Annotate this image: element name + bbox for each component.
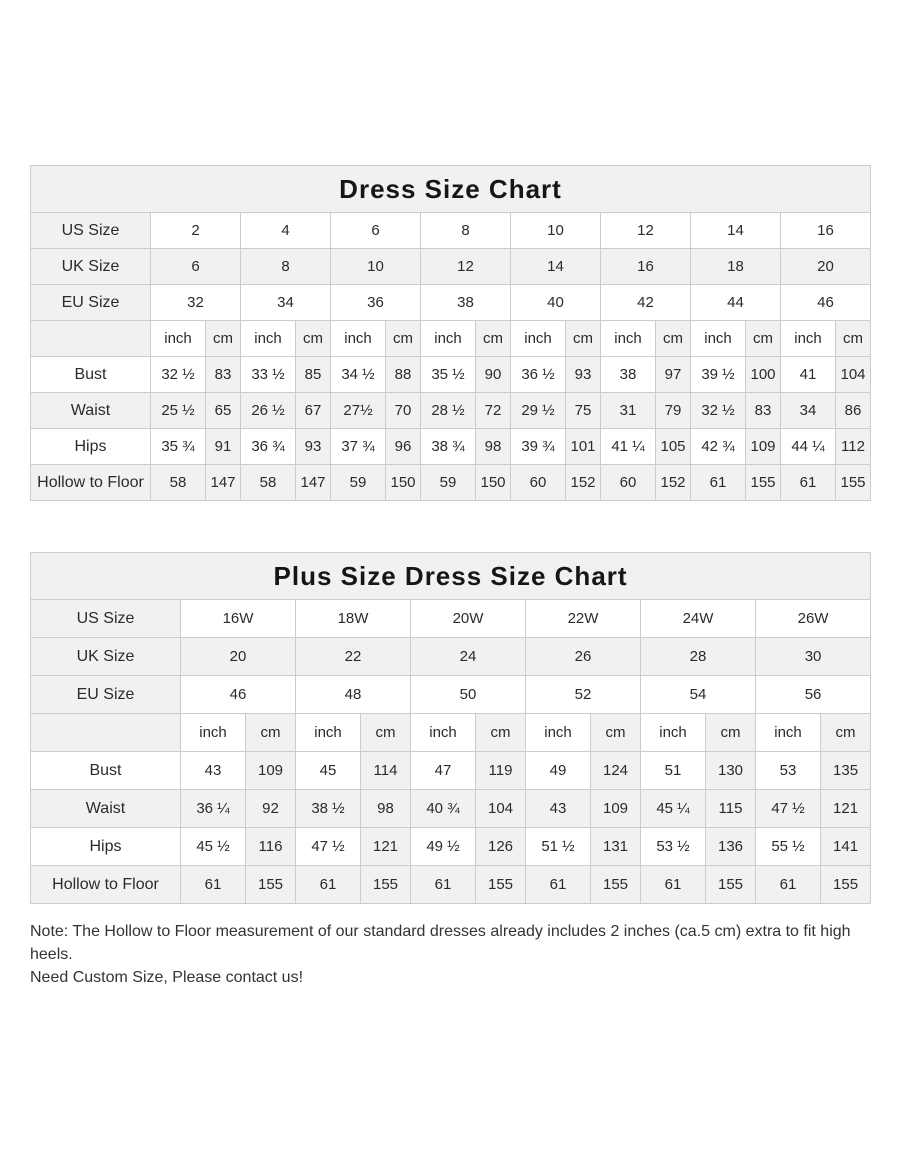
measure-inch-value: 61 [641, 866, 706, 904]
measure-inch-value: 49 [526, 752, 591, 790]
size-value: 28 [641, 638, 756, 676]
size-value: 54 [641, 676, 756, 714]
unit-inch-label: inch [411, 714, 476, 752]
unit-inch-label: inch [691, 321, 746, 357]
measure-inch-value: 45 ½ [181, 828, 246, 866]
row-label: Hollow to Floor [31, 866, 181, 904]
measure-cm-value: 79 [656, 393, 691, 429]
measure-inch-value: 45 [296, 752, 361, 790]
size-value: 48 [296, 676, 411, 714]
measure-inch-value: 61 [411, 866, 476, 904]
measure-cm-value: 67 [296, 393, 331, 429]
measure-cm-value: 147 [206, 465, 241, 501]
measure-cm-value: 155 [836, 465, 871, 501]
measure-cm-value: 155 [246, 866, 296, 904]
size-value: 10 [331, 249, 421, 285]
unit-inch-label: inch [296, 714, 361, 752]
measure-cm-value: 72 [476, 393, 511, 429]
size-value: 18 [691, 249, 781, 285]
measure-inch-value: 47 ½ [296, 828, 361, 866]
measure-cm-value: 93 [566, 357, 601, 393]
measure-cm-value: 135 [821, 752, 871, 790]
measure-inch-value: 40 ¾ [411, 790, 476, 828]
measure-inch-value: 36 ¾ [241, 429, 296, 465]
size-value: 34 [241, 285, 331, 321]
measure-cm-value: 104 [836, 357, 871, 393]
measure-cm-value: 101 [566, 429, 601, 465]
row-label: US Size [31, 600, 181, 638]
measure-inch-value: 61 [181, 866, 246, 904]
measure-inch-value: 27½ [331, 393, 386, 429]
row-label: Bust [31, 357, 151, 393]
measure-cm-value: 155 [476, 866, 526, 904]
row-label: US Size [31, 213, 151, 249]
measure-cm-value: 115 [706, 790, 756, 828]
measure-inch-value: 41 ¼ [601, 429, 656, 465]
measure-inch-value: 31 [601, 393, 656, 429]
measure-cm-value: 85 [296, 357, 331, 393]
measure-inch-value: 33 ½ [241, 357, 296, 393]
plus-size-chart [30, 552, 870, 904]
measure-cm-value: 147 [296, 465, 331, 501]
measure-inch-value: 29 ½ [511, 393, 566, 429]
measure-inch-value: 61 [526, 866, 591, 904]
notes-section [30, 920, 864, 989]
measure-inch-value: 53 ½ [641, 828, 706, 866]
measure-inch-value: 61 [756, 866, 821, 904]
measure-inch-value: 42 ¾ [691, 429, 746, 465]
row-label: UK Size [31, 638, 181, 676]
measure-cm-value: 83 [746, 393, 781, 429]
measure-cm-value: 109 [246, 752, 296, 790]
measure-inch-value: 49 ½ [411, 828, 476, 866]
row-label: Hips [31, 828, 181, 866]
size-value: 12 [601, 213, 691, 249]
size-value: 16W [181, 600, 296, 638]
measure-inch-value: 28 ½ [421, 393, 476, 429]
unit-cm-label: cm [476, 714, 526, 752]
measure-cm-value: 96 [386, 429, 421, 465]
measure-cm-value: 152 [656, 465, 691, 501]
measure-inch-value: 51 ½ [526, 828, 591, 866]
measure-inch-value: 47 [411, 752, 476, 790]
measure-inch-value: 60 [511, 465, 566, 501]
measure-inch-value: 39 ½ [691, 357, 746, 393]
unit-inch-label: inch [511, 321, 566, 357]
measure-cm-value: 155 [361, 866, 411, 904]
size-value: 50 [411, 676, 526, 714]
standard-size-chart [30, 165, 870, 501]
measure-inch-value: 38 [601, 357, 656, 393]
measure-inch-value: 32 ½ [151, 357, 206, 393]
measure-cm-value: 124 [591, 752, 641, 790]
measure-inch-value: 35 ½ [421, 357, 476, 393]
size-value: 30 [756, 638, 871, 676]
measure-cm-value: 121 [821, 790, 871, 828]
measure-inch-value: 43 [526, 790, 591, 828]
custom-size-note: Need Custom Size, Please contact us! [30, 969, 304, 986]
unit-inch-label: inch [151, 321, 206, 357]
measure-inch-value: 55 ½ [756, 828, 821, 866]
unit-cm-label: cm [361, 714, 411, 752]
size-value: 14 [511, 249, 601, 285]
size-value: 20 [181, 638, 296, 676]
size-value: 12 [421, 249, 511, 285]
measure-inch-value: 61 [296, 866, 361, 904]
unit-cm-label: cm [836, 321, 871, 357]
measure-cm-value: 130 [706, 752, 756, 790]
size-value: 14 [691, 213, 781, 249]
measure-cm-value: 150 [386, 465, 421, 501]
size-value: 26 [526, 638, 641, 676]
size-value: 22 [296, 638, 411, 676]
measure-cm-value: 116 [246, 828, 296, 866]
size-value: 56 [756, 676, 871, 714]
size-value: 38 [421, 285, 511, 321]
size-value: 18W [296, 600, 411, 638]
row-label: EU Size [31, 676, 181, 714]
measure-cm-value: 155 [746, 465, 781, 501]
measure-cm-value: 119 [476, 752, 526, 790]
measure-cm-value: 75 [566, 393, 601, 429]
measure-cm-value: 141 [821, 828, 871, 866]
unit-cm-label: cm [706, 714, 756, 752]
measure-inch-value: 34 [781, 393, 836, 429]
size-value: 24 [411, 638, 526, 676]
size-value: 16 [601, 249, 691, 285]
measure-cm-value: 105 [656, 429, 691, 465]
measure-cm-value: 109 [591, 790, 641, 828]
size-value: 6 [331, 213, 421, 249]
size-value: 44 [691, 285, 781, 321]
unit-cm-label: cm [386, 321, 421, 357]
unit-inch-label: inch [526, 714, 591, 752]
measure-cm-value: 150 [476, 465, 511, 501]
unit-cm-label: cm [566, 321, 601, 357]
measure-cm-value: 131 [591, 828, 641, 866]
unit-inch-label: inch [331, 321, 386, 357]
unit-cm-label: cm [246, 714, 296, 752]
unit-inch-label: inch [181, 714, 246, 752]
unit-cm-label: cm [821, 714, 871, 752]
measure-inch-value: 38 ½ [296, 790, 361, 828]
table-title: Plus Size Dress Size Chart [31, 553, 871, 600]
measure-cm-value: 86 [836, 393, 871, 429]
size-value: 52 [526, 676, 641, 714]
hollow-to-floor-note: Note: The Hollow to Floor measurement of our standard dresses already includes 2 inches (ca.5 cm) extra to fit high heels. [30, 923, 851, 963]
unit-cm-label: cm [746, 321, 781, 357]
measure-inch-value: 36 ½ [511, 357, 566, 393]
row-label: Waist [31, 393, 151, 429]
measure-cm-value: 91 [206, 429, 241, 465]
size-value: 16 [781, 213, 871, 249]
row-label: UK Size [31, 249, 151, 285]
size-value: 8 [241, 249, 331, 285]
measure-inch-value: 59 [331, 465, 386, 501]
unit-inch-label: inch [241, 321, 296, 357]
size-value: 46 [181, 676, 296, 714]
measure-cm-value: 90 [476, 357, 511, 393]
unit-cm-label: cm [476, 321, 511, 357]
row-label: Hollow to Floor [31, 465, 151, 501]
size-value: 4 [241, 213, 331, 249]
row-label: Waist [31, 790, 181, 828]
unit-cm-label: cm [206, 321, 241, 357]
size-value: 6 [151, 249, 241, 285]
measure-cm-value: 109 [746, 429, 781, 465]
measure-inch-value: 45 ¼ [641, 790, 706, 828]
row-label: EU Size [31, 285, 151, 321]
size-value: 8 [421, 213, 511, 249]
measure-cm-value: 152 [566, 465, 601, 501]
measure-inch-value: 58 [151, 465, 206, 501]
row-label: Bust [31, 752, 181, 790]
measure-inch-value: 34 ½ [331, 357, 386, 393]
table-title: Dress Size Chart [31, 166, 871, 213]
size-value: 40 [511, 285, 601, 321]
unit-cm-label: cm [591, 714, 641, 752]
size-value: 46 [781, 285, 871, 321]
measure-cm-value: 100 [746, 357, 781, 393]
row-label [31, 714, 181, 752]
unit-inch-label: inch [641, 714, 706, 752]
measure-inch-value: 44 ¼ [781, 429, 836, 465]
size-value: 20 [781, 249, 871, 285]
unit-inch-label: inch [781, 321, 836, 357]
measure-cm-value: 92 [246, 790, 296, 828]
measure-inch-value: 39 ¾ [511, 429, 566, 465]
measure-inch-value: 59 [421, 465, 476, 501]
size-value: 2 [151, 213, 241, 249]
measure-cm-value: 93 [296, 429, 331, 465]
measure-inch-value: 51 [641, 752, 706, 790]
measure-cm-value: 114 [361, 752, 411, 790]
unit-cm-label: cm [656, 321, 691, 357]
measure-cm-value: 136 [706, 828, 756, 866]
size-value: 26W [756, 600, 871, 638]
measure-cm-value: 155 [706, 866, 756, 904]
measure-inch-value: 37 ¾ [331, 429, 386, 465]
measure-inch-value: 41 [781, 357, 836, 393]
measure-inch-value: 61 [781, 465, 836, 501]
row-label: Hips [31, 429, 151, 465]
size-value: 20W [411, 600, 526, 638]
measure-cm-value: 97 [656, 357, 691, 393]
size-value: 32 [151, 285, 241, 321]
measure-inch-value: 58 [241, 465, 296, 501]
measure-inch-value: 36 ¼ [181, 790, 246, 828]
measure-cm-value: 121 [361, 828, 411, 866]
size-value: 42 [601, 285, 691, 321]
unit-inch-label: inch [601, 321, 656, 357]
measure-inch-value: 61 [691, 465, 746, 501]
unit-cm-label: cm [296, 321, 331, 357]
size-value: 10 [511, 213, 601, 249]
measure-inch-value: 38 ¾ [421, 429, 476, 465]
measure-inch-value: 47 ½ [756, 790, 821, 828]
measure-inch-value: 25 ½ [151, 393, 206, 429]
measure-inch-value: 35 ¾ [151, 429, 206, 465]
measure-cm-value: 112 [836, 429, 871, 465]
plus-size-table [30, 552, 871, 904]
measure-cm-value: 65 [206, 393, 241, 429]
measure-cm-value: 98 [361, 790, 411, 828]
measure-inch-value: 60 [601, 465, 656, 501]
measure-inch-value: 32 ½ [691, 393, 746, 429]
measure-cm-value: 126 [476, 828, 526, 866]
standard-size-table [30, 165, 871, 501]
row-label [31, 321, 151, 357]
size-value: 36 [331, 285, 421, 321]
measure-inch-value: 26 ½ [241, 393, 296, 429]
measure-cm-value: 155 [821, 866, 871, 904]
measure-cm-value: 98 [476, 429, 511, 465]
size-value: 24W [641, 600, 756, 638]
measure-cm-value: 104 [476, 790, 526, 828]
measure-cm-value: 88 [386, 357, 421, 393]
measure-cm-value: 155 [591, 866, 641, 904]
unit-inch-label: inch [756, 714, 821, 752]
measure-inch-value: 53 [756, 752, 821, 790]
measure-cm-value: 83 [206, 357, 241, 393]
size-value: 22W [526, 600, 641, 638]
measure-inch-value: 43 [181, 752, 246, 790]
measure-cm-value: 70 [386, 393, 421, 429]
unit-inch-label: inch [421, 321, 476, 357]
